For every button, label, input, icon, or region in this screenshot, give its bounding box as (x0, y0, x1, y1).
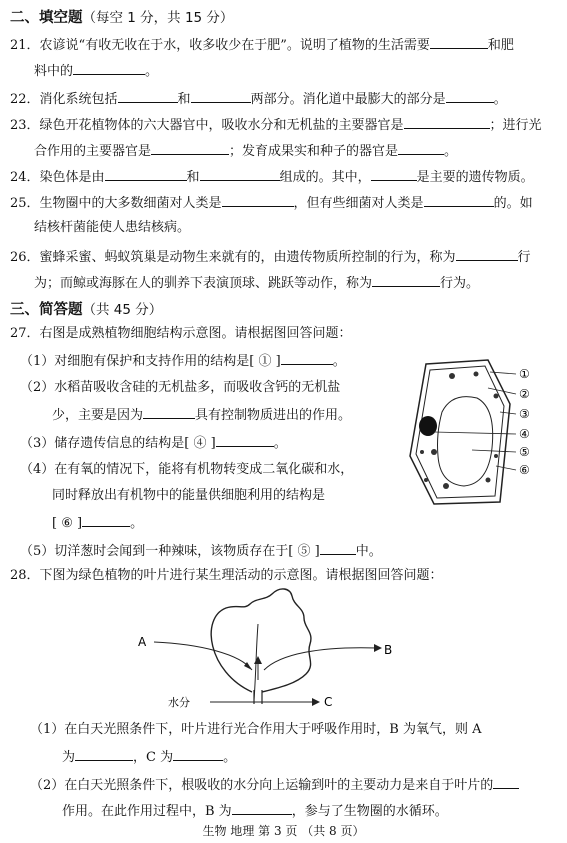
nucleus (419, 416, 437, 436)
q27-text: 中。 (355, 544, 382, 559)
q28-text: 为 (62, 750, 76, 765)
q22-text: 和 (177, 92, 191, 107)
q26-text: 26．蜜蜂采蜜、蚂蚁筑巢是动物生来就有的，由遗传物质所控制的行为，称为 (10, 250, 456, 265)
q24-text: 组成的。其中， (279, 170, 371, 185)
q24-blank-3[interactable] (371, 168, 417, 181)
q21-text: 料中的 (34, 64, 74, 79)
q28-blank-4[interactable] (232, 802, 292, 815)
q27-part-4a: （4）在有氧的情况下，能将有机物转变成二氧化碳和水， (20, 462, 354, 477)
q23-blank-3[interactable] (398, 142, 444, 155)
q26-text: 为；而鲸或海豚在人的驯养下表演顶球、跳跃等动作，称为 (34, 276, 373, 291)
arrow-a-line (154, 642, 252, 670)
q27-text: 。 (130, 516, 144, 531)
q23-line-1 (10, 116, 567, 134)
q23-text: ；进行光 (489, 118, 542, 133)
q24-blank-2[interactable] (200, 168, 280, 181)
section-2-title: 二、填空题 (10, 10, 83, 26)
q28-text: （2）在白天光照条件下，根吸收的水分向上运输到叶的主要动力是来自于叶片的 (30, 778, 494, 793)
leader-line-3 (500, 412, 516, 414)
label-c: C (324, 695, 333, 709)
q28-text: ，参与了生物圈的水循环。 (291, 804, 448, 819)
cell-label-6: ⑥ (519, 463, 530, 477)
q21-line-2 (34, 62, 567, 80)
q27-blank-3[interactable] (216, 434, 274, 447)
q26-blank-1[interactable] (456, 248, 518, 261)
q27-blank-1[interactable] (281, 352, 333, 365)
q25-line-2 (34, 220, 567, 236)
q28-part-1a: （1）在白天光照条件下，叶片进行光合作用大于呼吸作用时，B 为氧气，则 A (30, 722, 482, 737)
q27-text: （5）切洋葱时会闻到一种辣味，该物质存在于[ ⑤ ] (20, 544, 320, 559)
cell-label-4: ④ (519, 427, 530, 441)
q26-blank-2[interactable] (372, 274, 440, 287)
q22-text: 两部分。消化道中最膨大的部分是 (250, 92, 446, 107)
q27-part-5 (20, 542, 567, 560)
section-2-heading (10, 6, 233, 27)
q22-text: 。 (493, 92, 507, 107)
cell-label-2: ② (519, 387, 530, 401)
q23-text: ；发育成果实和种子的器官是 (229, 144, 399, 159)
q23-blank-1[interactable] (404, 116, 490, 129)
arrow-b-line (264, 648, 378, 670)
q27-text: [ ⑥ ] (52, 516, 83, 531)
label-b: B (384, 643, 393, 657)
chloroplast (474, 372, 479, 377)
q28-blank-1[interactable] (75, 748, 133, 761)
q23-blank-2[interactable] (151, 142, 229, 155)
q22-blank-1[interactable] (118, 90, 178, 103)
chloroplast (443, 483, 449, 489)
arrow-b-head (374, 644, 382, 652)
q28-blank-3[interactable] (493, 776, 519, 789)
q28-blank-2[interactable] (173, 748, 223, 761)
leaf-blade (211, 589, 311, 692)
q28-text: 作用。在此作用过程中，B 为 (62, 804, 232, 819)
section-3-heading (10, 298, 162, 319)
q21-line-1 (10, 36, 567, 54)
q25-text: 结核杆菌能使人患结核病。 (34, 220, 191, 235)
arrow-up-head (254, 656, 262, 664)
q22-blank-2[interactable] (191, 90, 251, 103)
cell-label-3: ③ (519, 407, 530, 421)
q25-text: ，但有些细菌对人类是 (293, 196, 424, 211)
q21-blank-1[interactable] (430, 36, 488, 49)
q27-text: （1）对细胞有保护和支持作用的结构是[ ① ] (20, 354, 281, 369)
q21-text: 和肥 (487, 38, 514, 53)
cell-label-5: ⑤ (519, 445, 530, 459)
q21-text: 。 (145, 64, 159, 79)
q21-text: 21．农谚说“有收无收在于水，收多收少在于肥”。说明了植物的生活需要 (10, 38, 430, 53)
section-3-title: 三、简答题 (10, 302, 83, 318)
leader-line-6 (496, 466, 516, 470)
chloroplast (486, 478, 491, 483)
q26-text: 行 (517, 250, 531, 265)
q27-text: 具有控制物质进出的作用。 (195, 408, 352, 423)
chloroplast (494, 394, 499, 399)
q27-part-2a: （2）水稻苗吸收含硅的无机盐多，而吸收含钙的无机盐 (20, 380, 341, 395)
q25-blank-2[interactable] (424, 194, 494, 207)
q25-blank-1[interactable] (222, 194, 294, 207)
section-2-note: （每空 1 分，共 15 分） (82, 10, 234, 26)
q25-line-1 (10, 194, 567, 212)
q24-text: 24．染色体是由 (10, 170, 105, 185)
q27-blank-2[interactable] (143, 406, 195, 419)
q25-text: 25．生物圈中的大多数细菌对人类是 (10, 196, 222, 211)
q22-text: 22．消化系统包括 (10, 92, 118, 107)
q27-blank-4[interactable] (82, 514, 130, 527)
leaf-diagram (130, 584, 450, 710)
q22-line (10, 90, 567, 108)
q22-blank-3[interactable] (446, 90, 494, 103)
q27-text: 少，主要是因为 (52, 408, 144, 423)
q27-part-4b: 同时释放出有机物中的能量供细胞利用的结构是 (52, 488, 326, 503)
q28-text: 。 (223, 750, 237, 765)
q23-line-2 (34, 142, 567, 160)
chloroplast (449, 373, 455, 379)
q23-text: 。 (444, 144, 458, 159)
q26-text: 行为。 (440, 276, 480, 291)
q27-text: （3）储存遗传信息的结构是[ ④ ] (20, 436, 216, 451)
chloroplast (494, 454, 498, 458)
page-footer: 生物 地理 第 3 页 （共 8 页） (202, 824, 365, 838)
q24-line (10, 168, 567, 186)
chloroplast (420, 450, 424, 454)
q24-text: 是主要的遗传物质。 (416, 170, 534, 185)
q28-text: ，C 为 (133, 750, 174, 765)
q27-blank-5[interactable] (320, 542, 356, 555)
q28-part-1b (62, 748, 567, 766)
section-3-note: （共 45 分） (82, 302, 163, 318)
q21-blank-2[interactable] (73, 62, 145, 75)
arrow-c-head (312, 698, 320, 706)
cell-label-1: ① (519, 367, 530, 381)
q24-blank-1[interactable] (105, 168, 187, 181)
q28-stem: 28．下图为绿色植物的叶片进行某生理活动的示意图。请根据图回答问题： (10, 568, 443, 583)
q24-text: 和 (186, 170, 200, 185)
q23-text: 23．绿色开花植物体的六大器官中，吸收水分和无机盐的主要器官是 (10, 118, 404, 133)
chloroplast (431, 449, 437, 455)
q25-text: 的。如 (493, 196, 533, 211)
label-water: 水分 (168, 696, 190, 709)
vacuole (438, 397, 493, 486)
q27-part-4c (52, 514, 567, 532)
q23-text: 合作用的主要器官是 (34, 144, 152, 159)
label-a: A (138, 635, 147, 649)
q28-part-2a (30, 776, 567, 794)
q28-part-2b (62, 802, 567, 820)
q26-line-1 (10, 248, 567, 266)
q26-line-2 (34, 274, 567, 292)
q27-text: 。 (332, 354, 346, 369)
q27-stem: 27．右图是成熟植物细胞结构示意图。请根据图回答问题： (10, 326, 352, 341)
chloroplast (424, 478, 428, 482)
q27-text: 。 (273, 436, 287, 451)
plant-cell-diagram (392, 352, 542, 514)
